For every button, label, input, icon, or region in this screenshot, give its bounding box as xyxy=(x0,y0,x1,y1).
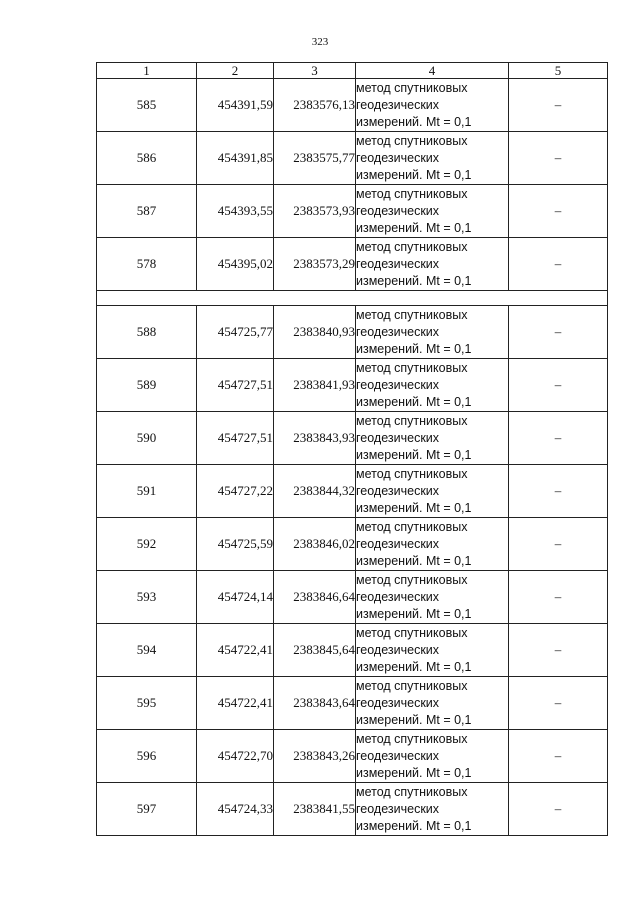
note-cell: – xyxy=(509,79,608,132)
method-cell xyxy=(356,624,509,677)
method-cell xyxy=(356,518,509,571)
method-line: метод спутниковых xyxy=(356,784,468,799)
point-number-cell: 589 xyxy=(97,359,197,412)
table-row xyxy=(97,412,608,465)
method-line: геодезических xyxy=(356,324,440,339)
note-cell: – xyxy=(509,518,608,571)
table-row xyxy=(97,624,608,677)
method-line: измерений. Mt = 0,1 xyxy=(356,659,472,674)
point-number-cell: 585 xyxy=(97,79,197,132)
y-coordinate-cell: 2383843,26 xyxy=(274,730,356,783)
x-coordinate-cell: 454727,22 xyxy=(197,465,274,518)
y-coordinate-cell: 2383841,55 xyxy=(274,783,356,836)
point-number-cell: 597 xyxy=(97,783,197,836)
point-number-cell: 586 xyxy=(97,132,197,185)
y-coordinate-cell: 2383843,64 xyxy=(274,677,356,730)
table-row xyxy=(97,465,608,518)
method-line: метод спутниковых xyxy=(356,239,468,254)
method-cell xyxy=(356,571,509,624)
method-line: геодезических xyxy=(356,150,440,165)
method-line: метод спутниковых xyxy=(356,466,468,481)
method-line: геодезических xyxy=(356,483,440,498)
method-line: метод спутниковых xyxy=(356,731,468,746)
method-cell xyxy=(356,185,509,238)
method-line: метод спутниковых xyxy=(356,360,468,375)
x-coordinate-cell: 454722,70 xyxy=(197,730,274,783)
method-line: геодезических xyxy=(356,256,440,271)
table-row xyxy=(97,571,608,624)
header-cell-1: 1 xyxy=(97,63,197,79)
method-cell xyxy=(356,132,509,185)
x-coordinate-cell: 454725,77 xyxy=(197,306,274,359)
x-coordinate-cell: 454393,55 xyxy=(197,185,274,238)
y-coordinate-cell: 2383573,93 xyxy=(274,185,356,238)
note-cell: – xyxy=(509,185,608,238)
note-cell: – xyxy=(509,306,608,359)
x-coordinate-cell: 454391,59 xyxy=(197,79,274,132)
x-coordinate-cell: 454724,14 xyxy=(197,571,274,624)
point-number-cell: 595 xyxy=(97,677,197,730)
header-cell-2: 2 xyxy=(197,63,274,79)
method-line: метод спутниковых xyxy=(356,186,468,201)
y-coordinate-cell: 2383846,02 xyxy=(274,518,356,571)
note-cell: – xyxy=(509,783,608,836)
method-line: геодезических xyxy=(356,801,440,816)
method-line: измерений. Mt = 0,1 xyxy=(356,712,472,727)
page-number: 323 xyxy=(311,36,329,48)
method-line: метод спутниковых xyxy=(356,519,468,534)
method-line: геодезических xyxy=(356,377,440,392)
method-line: геодезических xyxy=(356,430,440,445)
y-coordinate-cell: 2383840,93 xyxy=(274,306,356,359)
method-line: метод спутниковых xyxy=(356,678,468,693)
method-line: геодезических xyxy=(356,695,440,710)
y-coordinate-cell: 2383845,64 xyxy=(274,624,356,677)
point-number-cell: 587 xyxy=(97,185,197,238)
method-line: измерений. Mt = 0,1 xyxy=(356,818,472,833)
table-row xyxy=(97,783,608,836)
point-number-cell: 588 xyxy=(97,306,197,359)
method-cell xyxy=(356,306,509,359)
method-line: метод спутниковых xyxy=(356,133,468,148)
separator-row xyxy=(97,291,608,306)
table-row xyxy=(97,677,608,730)
method-cell xyxy=(356,783,509,836)
y-coordinate-cell: 2383846,64 xyxy=(274,571,356,624)
x-coordinate-cell: 454725,59 xyxy=(197,518,274,571)
note-cell: – xyxy=(509,238,608,291)
y-coordinate-cell: 2383841,93 xyxy=(274,359,356,412)
method-line: измерений. Mt = 0,1 xyxy=(356,553,472,568)
method-line: измерений. Mt = 0,1 xyxy=(356,765,472,780)
point-number-cell: 590 xyxy=(97,412,197,465)
method-line: геодезических xyxy=(356,589,440,604)
method-line: измерений. Mt = 0,1 xyxy=(356,606,472,621)
table-row xyxy=(97,306,608,359)
method-line: измерений. Mt = 0,1 xyxy=(356,273,472,288)
y-coordinate-cell: 2383575,77 xyxy=(274,132,356,185)
method-line: метод спутниковых xyxy=(356,413,468,428)
note-cell: – xyxy=(509,677,608,730)
method-cell xyxy=(356,238,509,291)
method-cell xyxy=(356,412,509,465)
note-cell: – xyxy=(509,730,608,783)
method-line: геодезических xyxy=(356,748,440,763)
point-number-cell: 578 xyxy=(97,238,197,291)
table-row xyxy=(97,730,608,783)
method-line: геодезических xyxy=(356,97,440,112)
method-line: измерений. Mt = 0,1 xyxy=(356,341,472,356)
x-coordinate-cell: 454724,33 xyxy=(197,783,274,836)
note-cell: – xyxy=(509,132,608,185)
coordinates-table xyxy=(96,62,608,836)
y-coordinate-cell: 2383843,93 xyxy=(274,412,356,465)
table-row xyxy=(97,185,608,238)
x-coordinate-cell: 454391,85 xyxy=(197,132,274,185)
method-cell xyxy=(356,79,509,132)
method-cell xyxy=(356,730,509,783)
method-line: измерений. Mt = 0,1 xyxy=(356,500,472,515)
header-row xyxy=(97,63,608,79)
method-cell xyxy=(356,359,509,412)
note-cell: – xyxy=(509,571,608,624)
y-coordinate-cell: 2383573,29 xyxy=(274,238,356,291)
method-line: измерений. Mt = 0,1 xyxy=(356,220,472,235)
method-cell xyxy=(356,677,509,730)
method-line: метод спутниковых xyxy=(356,307,468,322)
x-coordinate-cell: 454727,51 xyxy=(197,412,274,465)
y-coordinate-cell: 2383844,32 xyxy=(274,465,356,518)
separator-cell xyxy=(97,291,608,306)
y-coordinate-cell: 2383576,13 xyxy=(274,79,356,132)
table-row xyxy=(97,518,608,571)
method-line: измерений. Mt = 0,1 xyxy=(356,167,472,182)
point-number-cell: 596 xyxy=(97,730,197,783)
method-line: измерений. Mt = 0,1 xyxy=(356,394,472,409)
method-line: метод спутниковых xyxy=(356,625,468,640)
method-line: геодезических xyxy=(356,642,440,657)
point-number-cell: 591 xyxy=(97,465,197,518)
method-line: метод спутниковых xyxy=(356,80,468,95)
method-line: метод спутниковых xyxy=(356,572,468,587)
note-cell: – xyxy=(509,624,608,677)
header-cell-4: 4 xyxy=(356,63,509,79)
method-cell xyxy=(356,465,509,518)
x-coordinate-cell: 454395,02 xyxy=(197,238,274,291)
note-cell: – xyxy=(509,359,608,412)
point-number-cell: 593 xyxy=(97,571,197,624)
x-coordinate-cell: 454722,41 xyxy=(197,677,274,730)
point-number-cell: 592 xyxy=(97,518,197,571)
x-coordinate-cell: 454722,41 xyxy=(197,624,274,677)
note-cell: – xyxy=(509,465,608,518)
table-row xyxy=(97,79,608,132)
method-line: геодезических xyxy=(356,203,440,218)
x-coordinate-cell: 454727,51 xyxy=(197,359,274,412)
method-line: геодезических xyxy=(356,536,440,551)
header-cell-5: 5 xyxy=(509,63,608,79)
table-row xyxy=(97,359,608,412)
header-cell-3: 3 xyxy=(274,63,356,79)
table-row xyxy=(97,238,608,291)
table-row xyxy=(97,132,608,185)
method-line: измерений. Mt = 0,1 xyxy=(356,447,472,462)
method-line: измерений. Mt = 0,1 xyxy=(356,114,472,129)
note-cell: – xyxy=(509,412,608,465)
point-number-cell: 594 xyxy=(97,624,197,677)
